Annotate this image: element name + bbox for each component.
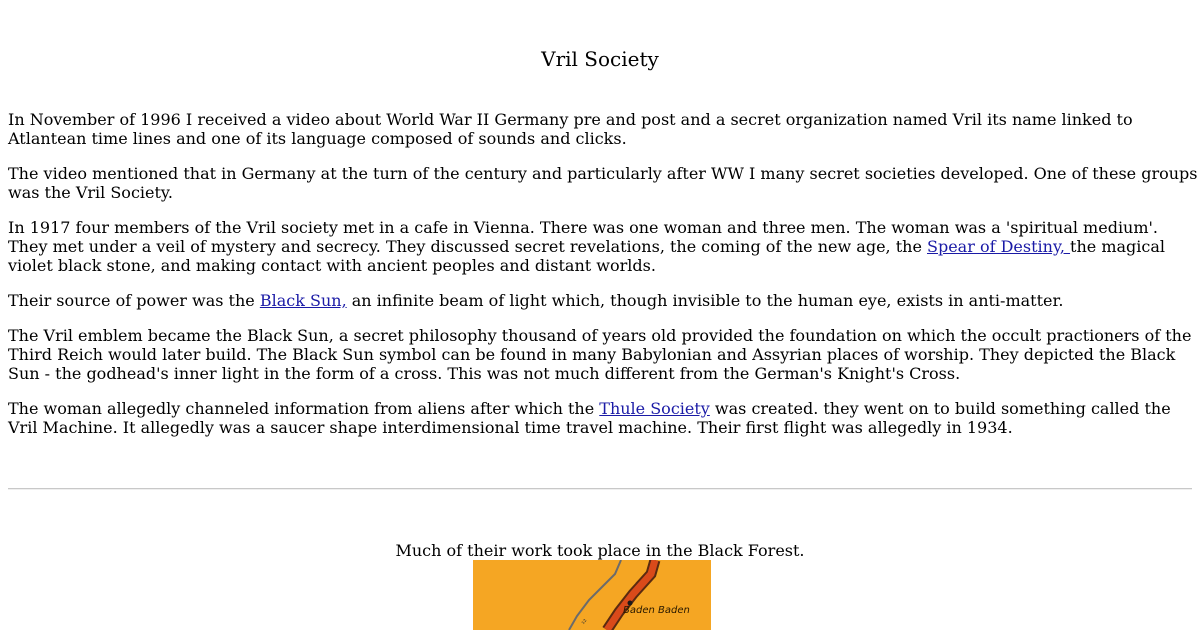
horizontal-divider xyxy=(8,488,1192,490)
paragraph-text: In 1917 four members of the Vril society met in a cafe in Vienna. There was one woman and three men. The woman was a 'spiritual medium'. They met under a veil of mystery and secrecy. They discussed secret revelations, the coming of the new age, the xyxy=(8,218,1159,256)
black-forest-map xyxy=(473,560,711,630)
map-small-label: ¹² xyxy=(580,617,591,628)
paragraph-vril-emblem: The Vril emblem became the Black Sun, a secret philosophy thousand of years old provided the foundation on which the occult practioners of the Third Reich would later build. The Black Sun symbol can be found in many Babylonian and Assyrian places of worship. They depicted the Black Sun - the godhead's inner light in the form of a cross. This was not much different from the German's Knight's Cross. xyxy=(8,326,1192,383)
map-caption: Much of their work took place in the Black Forest. xyxy=(395,541,805,560)
map-roads-graphic xyxy=(473,560,711,630)
black-sun-link[interactable]: Black Sun, xyxy=(259,291,347,310)
paragraph-text: an infinite beam of light which, though invisible to the human eye, exists in anti-matter. xyxy=(346,291,1064,310)
paragraph-secret-societies: The video mentioned that in Germany at the turn of the century and particularly after WW I many secret societies developed. One of these groups was the Vril Society. xyxy=(8,164,1198,202)
paragraph-text: was created. they went on to build something called the Vril Machine. It allegedly was a saucer shape interdimensional time travel machine. Their first flight was allegedly in 1934. xyxy=(8,399,1171,437)
spear-of-destiny-link[interactable]: Spear of Destiny, xyxy=(927,237,1071,256)
paragraph-channeled-information xyxy=(8,399,1198,437)
paragraph-text: The woman allegedly channeled information from aliens after which the xyxy=(8,399,600,418)
paragraph-text: the magical violet black stone, and making contact with ancient peoples and distant worlds. xyxy=(8,237,1166,275)
page-title: Vril Society xyxy=(541,47,659,71)
thule-society-link[interactable]: Thule Society xyxy=(599,399,710,418)
paragraph-text: Their source of power was the xyxy=(8,291,260,310)
paragraph-intro: In November of 1996 I received a video about World War II Germany pre and post and a secret organization named Vril its name linked to Atlantean time lines and one of its language composed of sounds and clicks. xyxy=(8,110,1133,148)
baden-baden-label: Baden Baden xyxy=(623,605,690,616)
paragraph-vienna-meeting xyxy=(8,218,1198,275)
paragraph-source-of-power xyxy=(8,291,1198,310)
